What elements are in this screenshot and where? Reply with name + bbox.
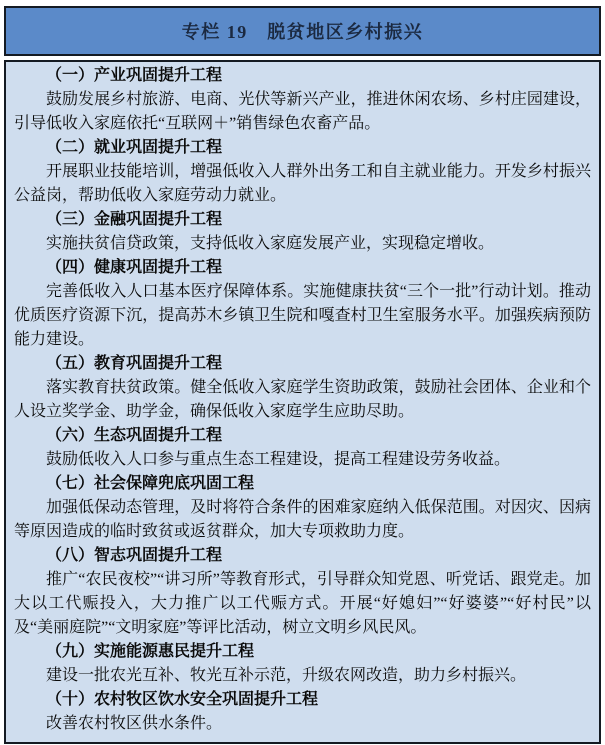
section-heading: （三）金融巩固提升工程	[46, 211, 223, 228]
column-body	[4, 60, 601, 744]
section	[14, 136, 591, 208]
section-paragraph: 完善低收入人口基本医疗保障体系。实施健康扶贫“三个一批”行动计划。推动优质医疗资源下沉，提高苏木乡镇卫生院和嘎查村卫生室服务水平。加强疾病预防能力建设。	[14, 283, 591, 348]
section-paragraph: 建设一批农光互补、牧光互补示范，升级农网改造，助力乡村振兴。	[46, 667, 527, 684]
section-heading: （六）生态巩固提升工程	[46, 427, 223, 444]
column-title: 专栏 19 脱贫地区乡村振兴	[181, 22, 424, 42]
section-heading: （二）就业巩固提升工程	[46, 139, 223, 156]
section-heading: （七）社会保障兜底巩固工程	[46, 475, 255, 492]
section-heading: （四）健康巩固提升工程	[46, 259, 223, 276]
section	[14, 688, 591, 736]
section-paragraph: 开展职业技能培训，增强低收入人群外出务工和自主就业能力。开发乡村振兴公益岗，帮助低收入家庭劳动力就业。	[14, 163, 591, 204]
section-paragraph: 加强低保动态管理，及时将符合条件的困难家庭纳入低保范围。对因灾、因病等原因造成的临时致贫或返贫群众，加大专项救助力度。	[14, 499, 591, 540]
section	[14, 208, 591, 256]
section-paragraph: 实施扶贫信贷政策，支持低收入家庭发展产业，实现稳定增收。	[46, 235, 495, 252]
section-paragraph: 改善农村牧区供水条件。	[46, 715, 223, 732]
column-header-band	[4, 6, 601, 56]
section	[14, 424, 591, 472]
section	[14, 64, 591, 136]
section-heading: （一）产业巩固提升工程	[46, 67, 223, 84]
section-heading: （九）实施能源惠民提升工程	[46, 643, 255, 660]
section-heading: （十）农村牧区饮水安全巩固提升工程	[46, 691, 319, 708]
section-heading: （八）智志巩固提升工程	[46, 547, 223, 564]
section-paragraph: 落实教育扶贫政策。健全低收入家庭学生资助政策，鼓励社会团体、企业和个人设立奖学金、助学金，确保低收入家庭学生应助尽助。	[14, 379, 591, 420]
section	[14, 640, 591, 688]
section	[14, 472, 591, 544]
section	[14, 352, 591, 424]
section	[14, 544, 591, 640]
section-paragraph: 鼓励低收入人口参与重点生态工程建设，提高工程建设劳务收益。	[46, 451, 511, 468]
section-heading: （五）教育巩固提升工程	[46, 355, 223, 372]
section	[14, 256, 591, 352]
section-paragraph: 推广“农民夜校”“讲习所”等教育形式，引导群众知党恩、听党话、跟党走。加大以工代赈投入，大力推广以工代赈方式。开展“好媳妇”“好婆婆”“好村民”以及“美丽庭院”“文明家庭”等评比活动，树立文明乡风民风。	[14, 571, 591, 636]
section-paragraph: 鼓励发展乡村旅游、电商、光伏等新兴产业，推进休闲农场、乡村庄园建设，引导低收入家庭依托“互联网＋”销售绿色农畜产品。	[14, 91, 591, 132]
